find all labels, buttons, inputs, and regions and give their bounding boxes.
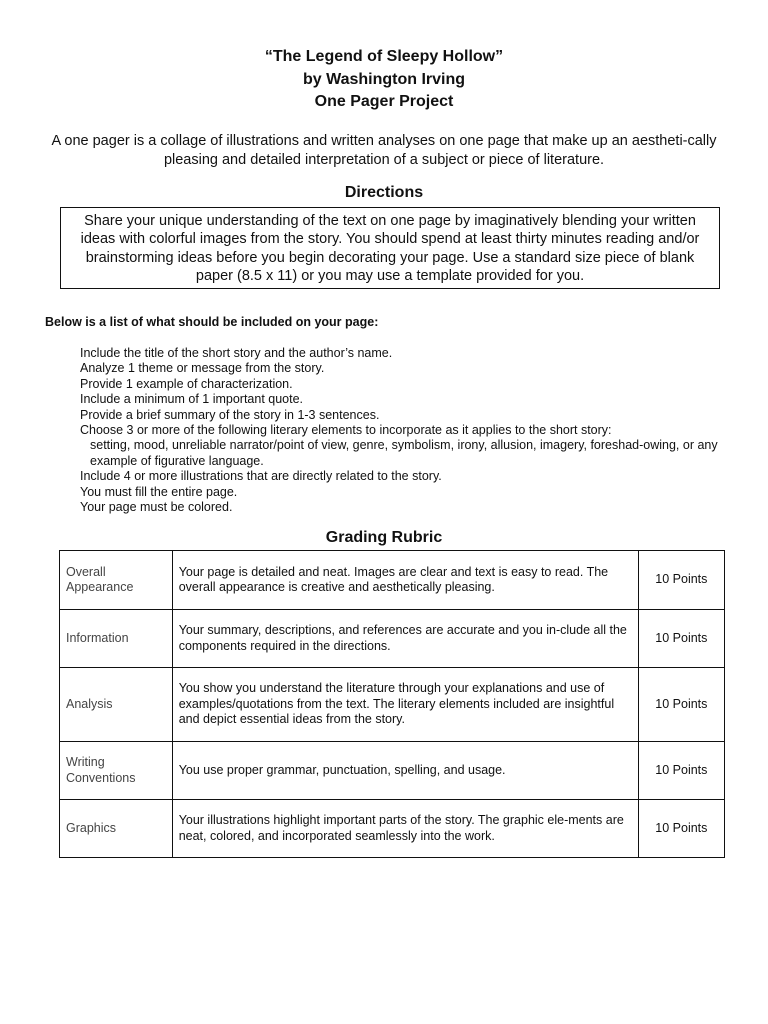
list-item: Provide a brief summary of the story in 1-3 sentences. xyxy=(80,407,380,422)
document-subtitle: One Pager Project xyxy=(314,93,454,110)
rubric-category: Overall Appearance xyxy=(60,551,173,610)
table-row xyxy=(60,800,725,858)
list-item: Choose 3 or more of the following literary elements to incorporate as it applies to the short story: xyxy=(80,423,612,438)
rubric-description: You show you understand the literature through your explanations and use of examples/quotations from the text. The literary elements included are insightful and depict essential ideas from the story. xyxy=(172,668,638,742)
table-row xyxy=(60,551,725,610)
rubric-category: Writing Conventions xyxy=(60,742,173,800)
list-item: You must fill the entire page. xyxy=(80,484,238,499)
list-item: Provide 1 example of characterization. xyxy=(80,376,293,391)
list-heading: Below is a list of what should be included on your page: xyxy=(45,315,379,329)
rubric-points: 10 Points xyxy=(638,551,724,610)
rubric-category: Analysis xyxy=(60,668,173,742)
rubric-category: Information xyxy=(60,610,173,668)
rubric-points: 10 Points xyxy=(638,742,724,800)
document-title-block xyxy=(0,46,768,114)
rubric-points: 10 Points xyxy=(638,610,724,668)
rubric-description: You use proper grammar, punctuation, spelling, and usage. xyxy=(172,742,638,800)
document-title: “The Legend of Sleepy Hollow” xyxy=(264,48,504,65)
intro-paragraph: A one pager is a collage of illustrations and written analyses on one page that make up an aestheti-cally pleasing and detailed interpretation of a subject or piece of literature. xyxy=(51,133,717,168)
list-item: Analyze 1 theme or message from the story. xyxy=(80,361,325,376)
table-row xyxy=(60,742,725,800)
rubric-points: 10 Points xyxy=(638,668,724,742)
rubric-description: Your illustrations highlight important parts of the story. The graphic ele-ments are neat, colored, and incorporated seamlessly into the work. xyxy=(172,800,638,858)
document-author: by Washington Irving xyxy=(302,70,466,88)
list-item: Include a minimum of 1 important quote. xyxy=(80,392,304,407)
rubric-description: Your summary, descriptions, and references are accurate and you in-clude all the components required in the directions. xyxy=(172,610,638,668)
literary-elements-list: setting, mood, unreliable narrator/point of view, genre, symbolism, irony, allusion, imagery, foreshad-owing, or any example of figurative language. xyxy=(90,438,718,468)
list-item: Include the title of the short story and the author’s name. xyxy=(80,346,393,360)
directions-heading: Directions xyxy=(344,184,424,201)
requirements-list xyxy=(80,346,720,515)
rubric-table xyxy=(59,550,725,858)
rubric-description: Your page is detailed and neat. Images are clear and text is easy to read. The overall appearance is creative and aesthetically pleasing. xyxy=(172,551,638,610)
table-row xyxy=(60,610,725,668)
list-item: Include 4 or more illustrations that are directly related to the story. xyxy=(80,469,442,484)
rubric-category: Graphics xyxy=(60,800,173,858)
table-row xyxy=(60,668,725,742)
list-item: Your page must be colored. xyxy=(80,500,233,515)
directions-box: Share your unique understanding of the text on one page by imaginatively blending your written ideas with colorful images from the story. You should spend at least thirty minutes reading and/or brainstorming ideas before you begin decorating your page. Use a standard size piece of blank paper (8.5 x 11) or you may use a template provided for you. xyxy=(60,207,720,289)
rubric-heading: Grading Rubric xyxy=(325,529,443,546)
rubric-points: 10 Points xyxy=(638,800,724,858)
